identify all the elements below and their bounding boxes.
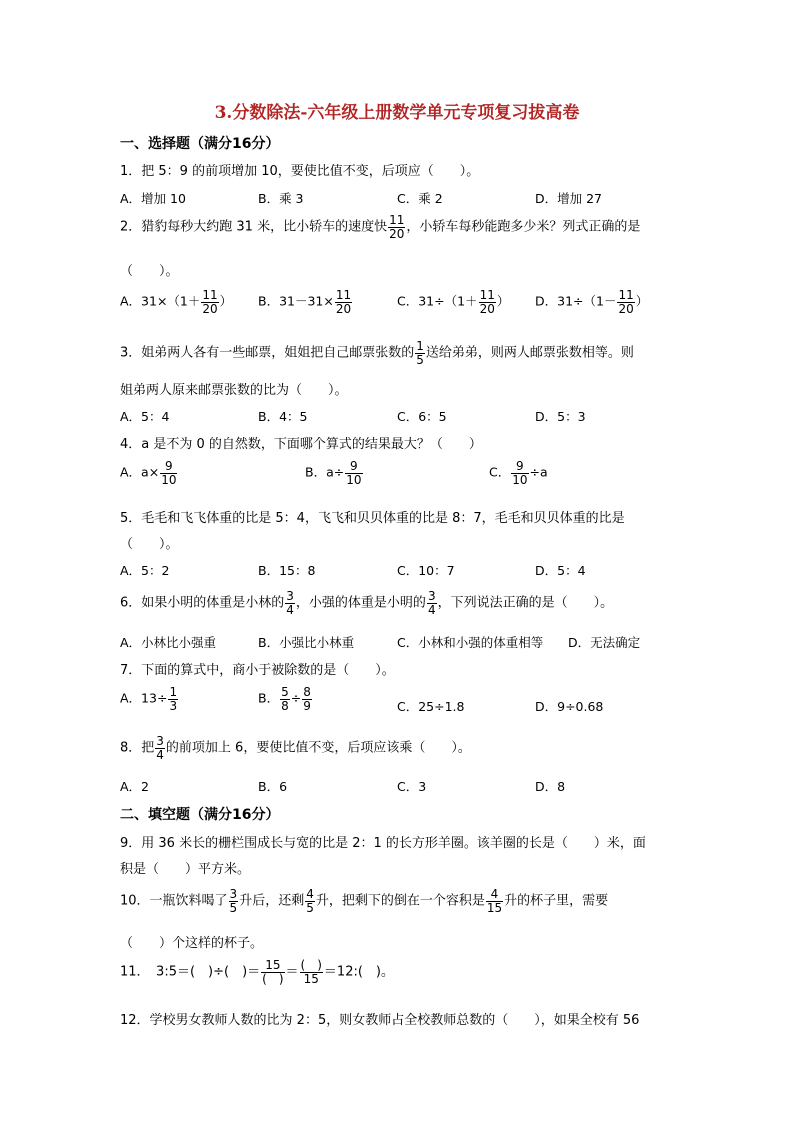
section-heading-choice: 一、选择题（满分16分） <box>120 136 280 152</box>
question-8: 8．把 $\frac{3}{4}$ 的前项加上 6，要使比值不变，后项应该乘（ ）。 <box>120 734 471 762</box>
q3-line2: 姐弟两人原来邮票张数的比为（ ）。 <box>120 383 348 398</box>
q9-line2: 积是（ ）平方米。 <box>120 862 251 877</box>
question-10: 10．一瓶饮料喝了 $\frac{3}{5}$ 升后，还剩 $\frac{4}{5}$ 升，把剩下的倒在一个容积是 $\frac{4}{15}$ 升的杯子里，需要 <box>120 887 609 915</box>
q5-option-d: D．5：4 <box>535 563 586 578</box>
q4-option-c: C． $\frac{9}{10}$ ÷a <box>489 459 548 487</box>
question-4: 4．a 是不为 0 的自然数，下面哪个算式的结果最大？（ ） <box>120 437 482 452</box>
q1-option-a: A．增加 10 <box>120 191 186 206</box>
q3-option-d: D．5：3 <box>535 409 586 424</box>
question-9: 9．用 36 米长的栅栏围成长与宽的比是 2：1 的长方形羊圈。该羊圈的长是（ ）米，面 <box>120 836 646 851</box>
q1-option-d: D．增加 27 <box>535 191 603 206</box>
q6-option-a: A．小林比小强重 <box>120 635 217 650</box>
q8-option-b: B．6 <box>258 779 288 794</box>
q4-option-b: B．a÷ $\frac{9}{10}$ <box>305 459 362 487</box>
section-heading-fill: 二、填空题（满分16分） <box>120 807 280 823</box>
q3-fraction: $\frac{1}{5}$ <box>416 339 424 367</box>
q5-option-b: B．15：8 <box>258 563 316 578</box>
question-2 <box>120 214 640 240</box>
q8-option-a: A．2 <box>120 779 150 794</box>
q8-option-c: C．3 <box>397 779 427 794</box>
q1-option-b: B．乘 3 <box>258 191 304 206</box>
q2-line2: （ ）。 <box>120 264 179 279</box>
q2-option-d: D．31÷（1－ $\frac{11}{20}$ ） <box>535 288 649 316</box>
question-6: 6．如果小明的体重是小林的 $\frac{3}{4}$ ，小强的体重是小明的 $\frac{3}{4}$ ，下列说法正确的是（ ）。 <box>120 589 614 617</box>
q2-option-b: B．31－31× $\frac{11}{20}$ <box>258 288 352 316</box>
q8-option-d: D．8 <box>535 779 566 794</box>
q10-line2: （ ）个这样的杯子。 <box>120 936 264 951</box>
q5-option-c: C．10：7 <box>397 563 455 578</box>
q6-option-c: C．小林和小强的体重相等 <box>397 635 544 650</box>
q5-option-a: A．5：2 <box>120 563 170 578</box>
q7-option-d: D．9÷0.68 <box>535 699 604 714</box>
question-11: 11． 3:5＝( )÷( )＝ $\frac{15}{( )}$ ＝ $\frac{( )}{15}$ ＝12:( )。 <box>120 958 394 986</box>
q5-line2: （ ）。 <box>120 537 179 552</box>
q1-option-c: C．乘 2 <box>397 191 443 206</box>
q2-text-pre: 2．猎豹每秒大约跑 31 米，比小轿车的速度快 <box>120 219 388 235</box>
q3-option-b: B．4：5 <box>258 409 308 424</box>
q7-option-c: C．25÷1.8 <box>397 699 465 714</box>
q7-option-b: B． $\frac{5}{8}$ ÷ $\frac{8}{9}$ <box>258 685 311 713</box>
question-1: 1．把 5：9 的前项增加 10，要使比值不变，后项应（ ）。 <box>120 164 480 179</box>
q7-option-a: A．13÷ $\frac{1}{3}$ <box>120 685 178 713</box>
q6-option-d: D．无法确定 <box>568 635 641 650</box>
q2-option-c: C．31÷（1＋ $\frac{11}{20}$ ） <box>397 288 510 316</box>
q4-option-a: A．a× $\frac{9}{10}$ <box>120 459 177 487</box>
question-12: 12．学校男女教师人数的比为 2：5，则女教师占全校教师总数的（ ），如果全校有 56 <box>120 1013 640 1028</box>
question-5: 5．毛毛和飞飞体重的比是 5：4，飞飞和贝贝体重的比是 8：7，毛毛和贝贝体重的比是 <box>120 511 625 526</box>
q2-text-post: ，小轿车每秒能跑多少米？列式正确的是 <box>406 219 641 235</box>
question-3: 3．姐弟两人各有一些邮票，姐姐把自己邮票张数的 $\frac{1}{5}$ 送给弟弟，则两人邮票张数相等。则 <box>120 339 634 367</box>
q2-option-a: A．31×（1＋ $\frac{11}{20}$ ） <box>120 288 233 316</box>
page-title: 3.分数除法-六年级上册数学单元专项复习拔高卷 <box>214 103 580 123</box>
q3-option-a: A．5：4 <box>120 409 170 424</box>
question-7: 7．下面的算式中，商小于被除数的是（ ）。 <box>120 663 395 678</box>
q6-option-b: B．小强比小林重 <box>258 635 355 650</box>
q2-fraction: $\frac{11}{20}$ <box>389 213 405 241</box>
q3-option-c: C．6：5 <box>397 409 447 424</box>
